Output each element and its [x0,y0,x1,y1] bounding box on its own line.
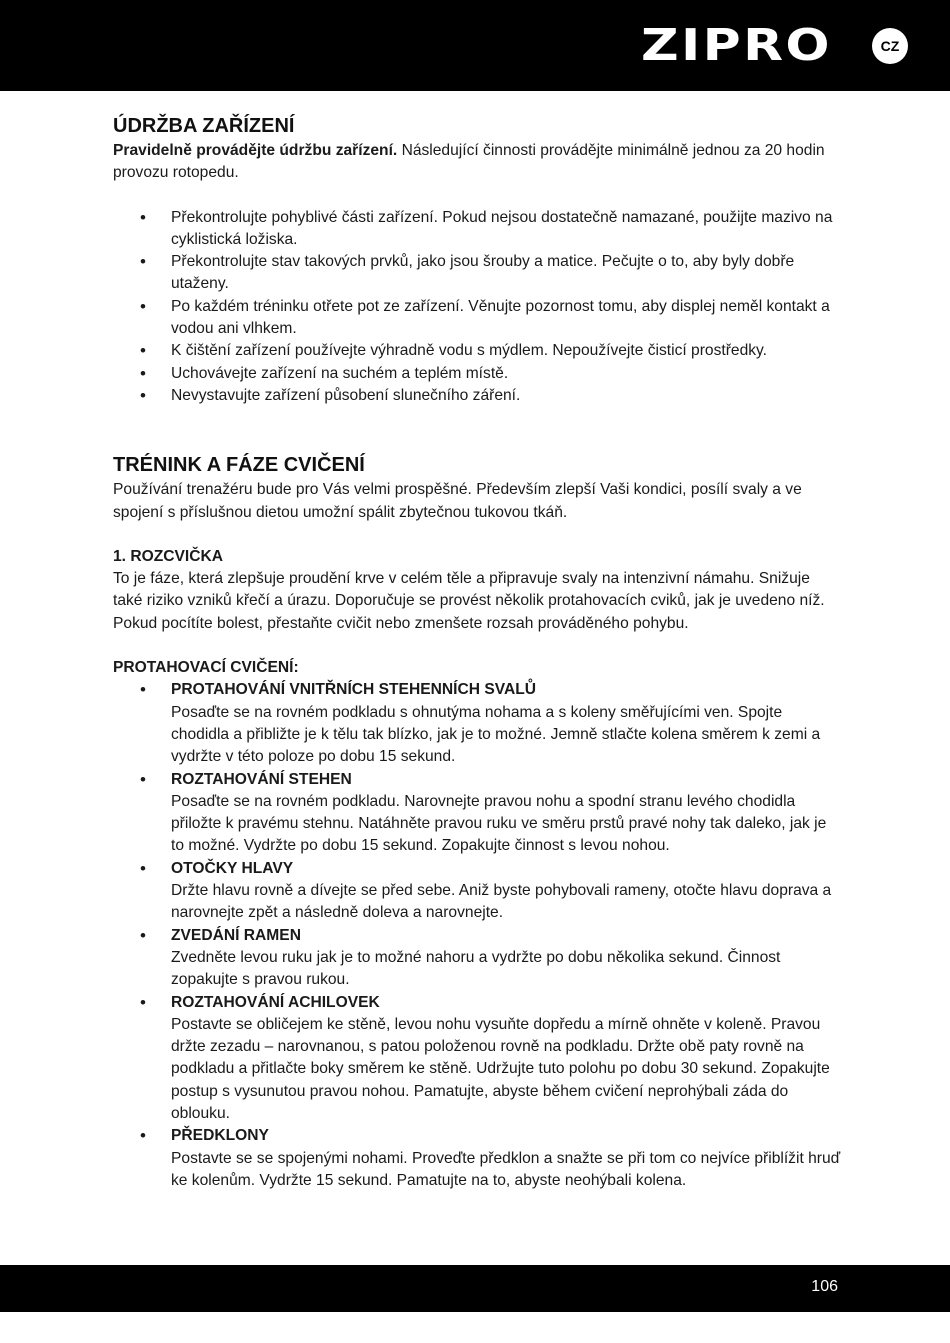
list-item: • Překontrolujte pohyblivé části zařízení. Pokud nejsou dostatečně namazané, použijte mazivo na cyklistická ložiska. [113,207,843,252]
stretch-item-text: Postavte se obličejem ke stěně, levou nohu vysuňte dopředu a mírně ohněte v koleně. Pravou držte zezadu – narovnanou, s patou položenou rovně na podkladu. Držte obě paty rovně na podkladu a přitlačte boky směrem ke stěně. Udržujte tuto polohu po dobu 30 sekund. Zopakujte postup s vysunutou pravou nohou. Pamatujte, abyste během cvičení neprohýbali záda do oblouku. [171,1015,830,1122]
stretch-item-title: • PŘEDKLONY [171,1127,269,1145]
stretch-item-text: Držte hlavu rovně a dívejte se před sebe. Aniž byste pohybovali rameny, otočte hlavu doprava a narovnejte zpět a následně doleva a narovnejte. [171,882,832,922]
list-item [113,679,843,768]
list-item [113,769,843,858]
maintenance-intro-bold: Pravidelně provádějte údržbu zařízení. [113,142,398,159]
stretch-item-title: • PROTAHOVÁNÍ VNITŘNÍCH STEHENNÍCH SVALŮ [171,681,537,699]
training-intro: Používání trenažéru bude pro Vás velmi prospěšné. Především zlepší Vaši kondici, posílí svaly a ve spojení s příslušnou dietou umožní spálit zbytečnou tukovou tkáň. [113,481,802,521]
list-item: • K čištění zařízení používejte výhradně vodu s mýdlem. Nepoužívejte čisticí prostředky. [113,340,843,362]
footer-bar [0,1265,950,1312]
maintenance-list [113,207,843,408]
page-number: 106 [811,1278,838,1295]
stretch-item-title: • ROZTAHOVÁNÍ STEHEN [171,770,352,788]
training-title: TRÉNINK A FÁZE CVIČENÍ [113,454,365,477]
stretch-item-title: • OTOČKY HLAVY [171,859,294,877]
stretch-item-text: Posaďte se na rovném podkladu. Narovnejte pravou nohu a spodní stranu levého chodidla přiložte k pravému stehnu. Natáhněte pravou ruku ve směru prstů pravé nohy tak daleko, jak je to možné. Vydržte po dobu 15 sekund. Zopakujte činnost s levou nohou. [171,792,827,855]
stretch-title: PROTAHOVACÍ CVIČENÍ: [113,659,299,677]
stretch-item-title: • ZVEDÁNÍ RAMEN [171,926,301,944]
list-item: • Nevystavujte zařízení působení slunečního záření. [113,385,843,407]
page-content [113,112,843,1192]
header-bar [0,0,950,91]
zipro-logo: ZIPRO [641,20,832,71]
list-item: • Uchovávejte zařízení na suchém a teplém místě. [113,363,843,385]
maintenance-intro-rest: Následující činnosti provádějte minimálně jednou za 20 hodin provozu rotopedu. [113,142,825,182]
list-item [113,1125,843,1192]
list-item [113,992,843,1126]
stretch-list [113,679,843,1192]
warmup-text: To je fáze, která zlepšuje proudění krve v celém těle a připravuje svaly na intenzivní námahu. Snižuje také riziko vzniků křečí a úrazu. Doporučuje se provést několik protahovacích cviků, jak je uvedeno níž. Pokud pocítíte bolest, přestaňte cvičit nebo zmenšete rozsah prováděného pohybu. [113,570,825,632]
stretch-item-text: Posaďte se na rovném podkladu s ohnutýma nohama a s koleny směřujícími ven. Spojte chodidla a přibližte je k tělu tak blízko, jak je to možné. Jemně stlačte kolena směrem k zemi a vydržte v této poloze po dobu 15 sekund. [171,703,821,766]
maintenance-title: ÚDRŽBA ZAŘÍZENÍ [113,115,295,137]
stretch-item-text: Zvedněte levou ruku jak je to možné nahoru a vydržte po dobu několika sekund. Činnost zopakujte s pravou rukou. [171,948,781,989]
maintenance-intro [113,140,843,185]
list-item: • Překontrolujte stav takových prvků, jako jsou šrouby a matice. Pečujte o to, aby byly dobře utaženy. [113,251,843,296]
stretch-item-title: • ROZTAHOVÁNÍ ACHILOVEK [171,993,380,1011]
list-item: • Po každém tréninku otřete pot ze zařízení. Věnujte pozornost tomu, aby displej neměl kontakt a vodou ani vlhkem. [113,296,843,341]
warmup-title: 1. ROZCVIČKA [113,547,224,565]
language-badge: CZ [872,28,908,64]
list-item [113,858,843,925]
stretch-item-text: Postavte se se spojenými nohami. Proveďte předklon a snažte se při tom co nejvíce přiblížit hruď ke kolenům. Vydržte 15 sekund. Pamatujte na to, abyste neohýbali kolena. [171,1149,841,1189]
list-item [113,925,843,992]
